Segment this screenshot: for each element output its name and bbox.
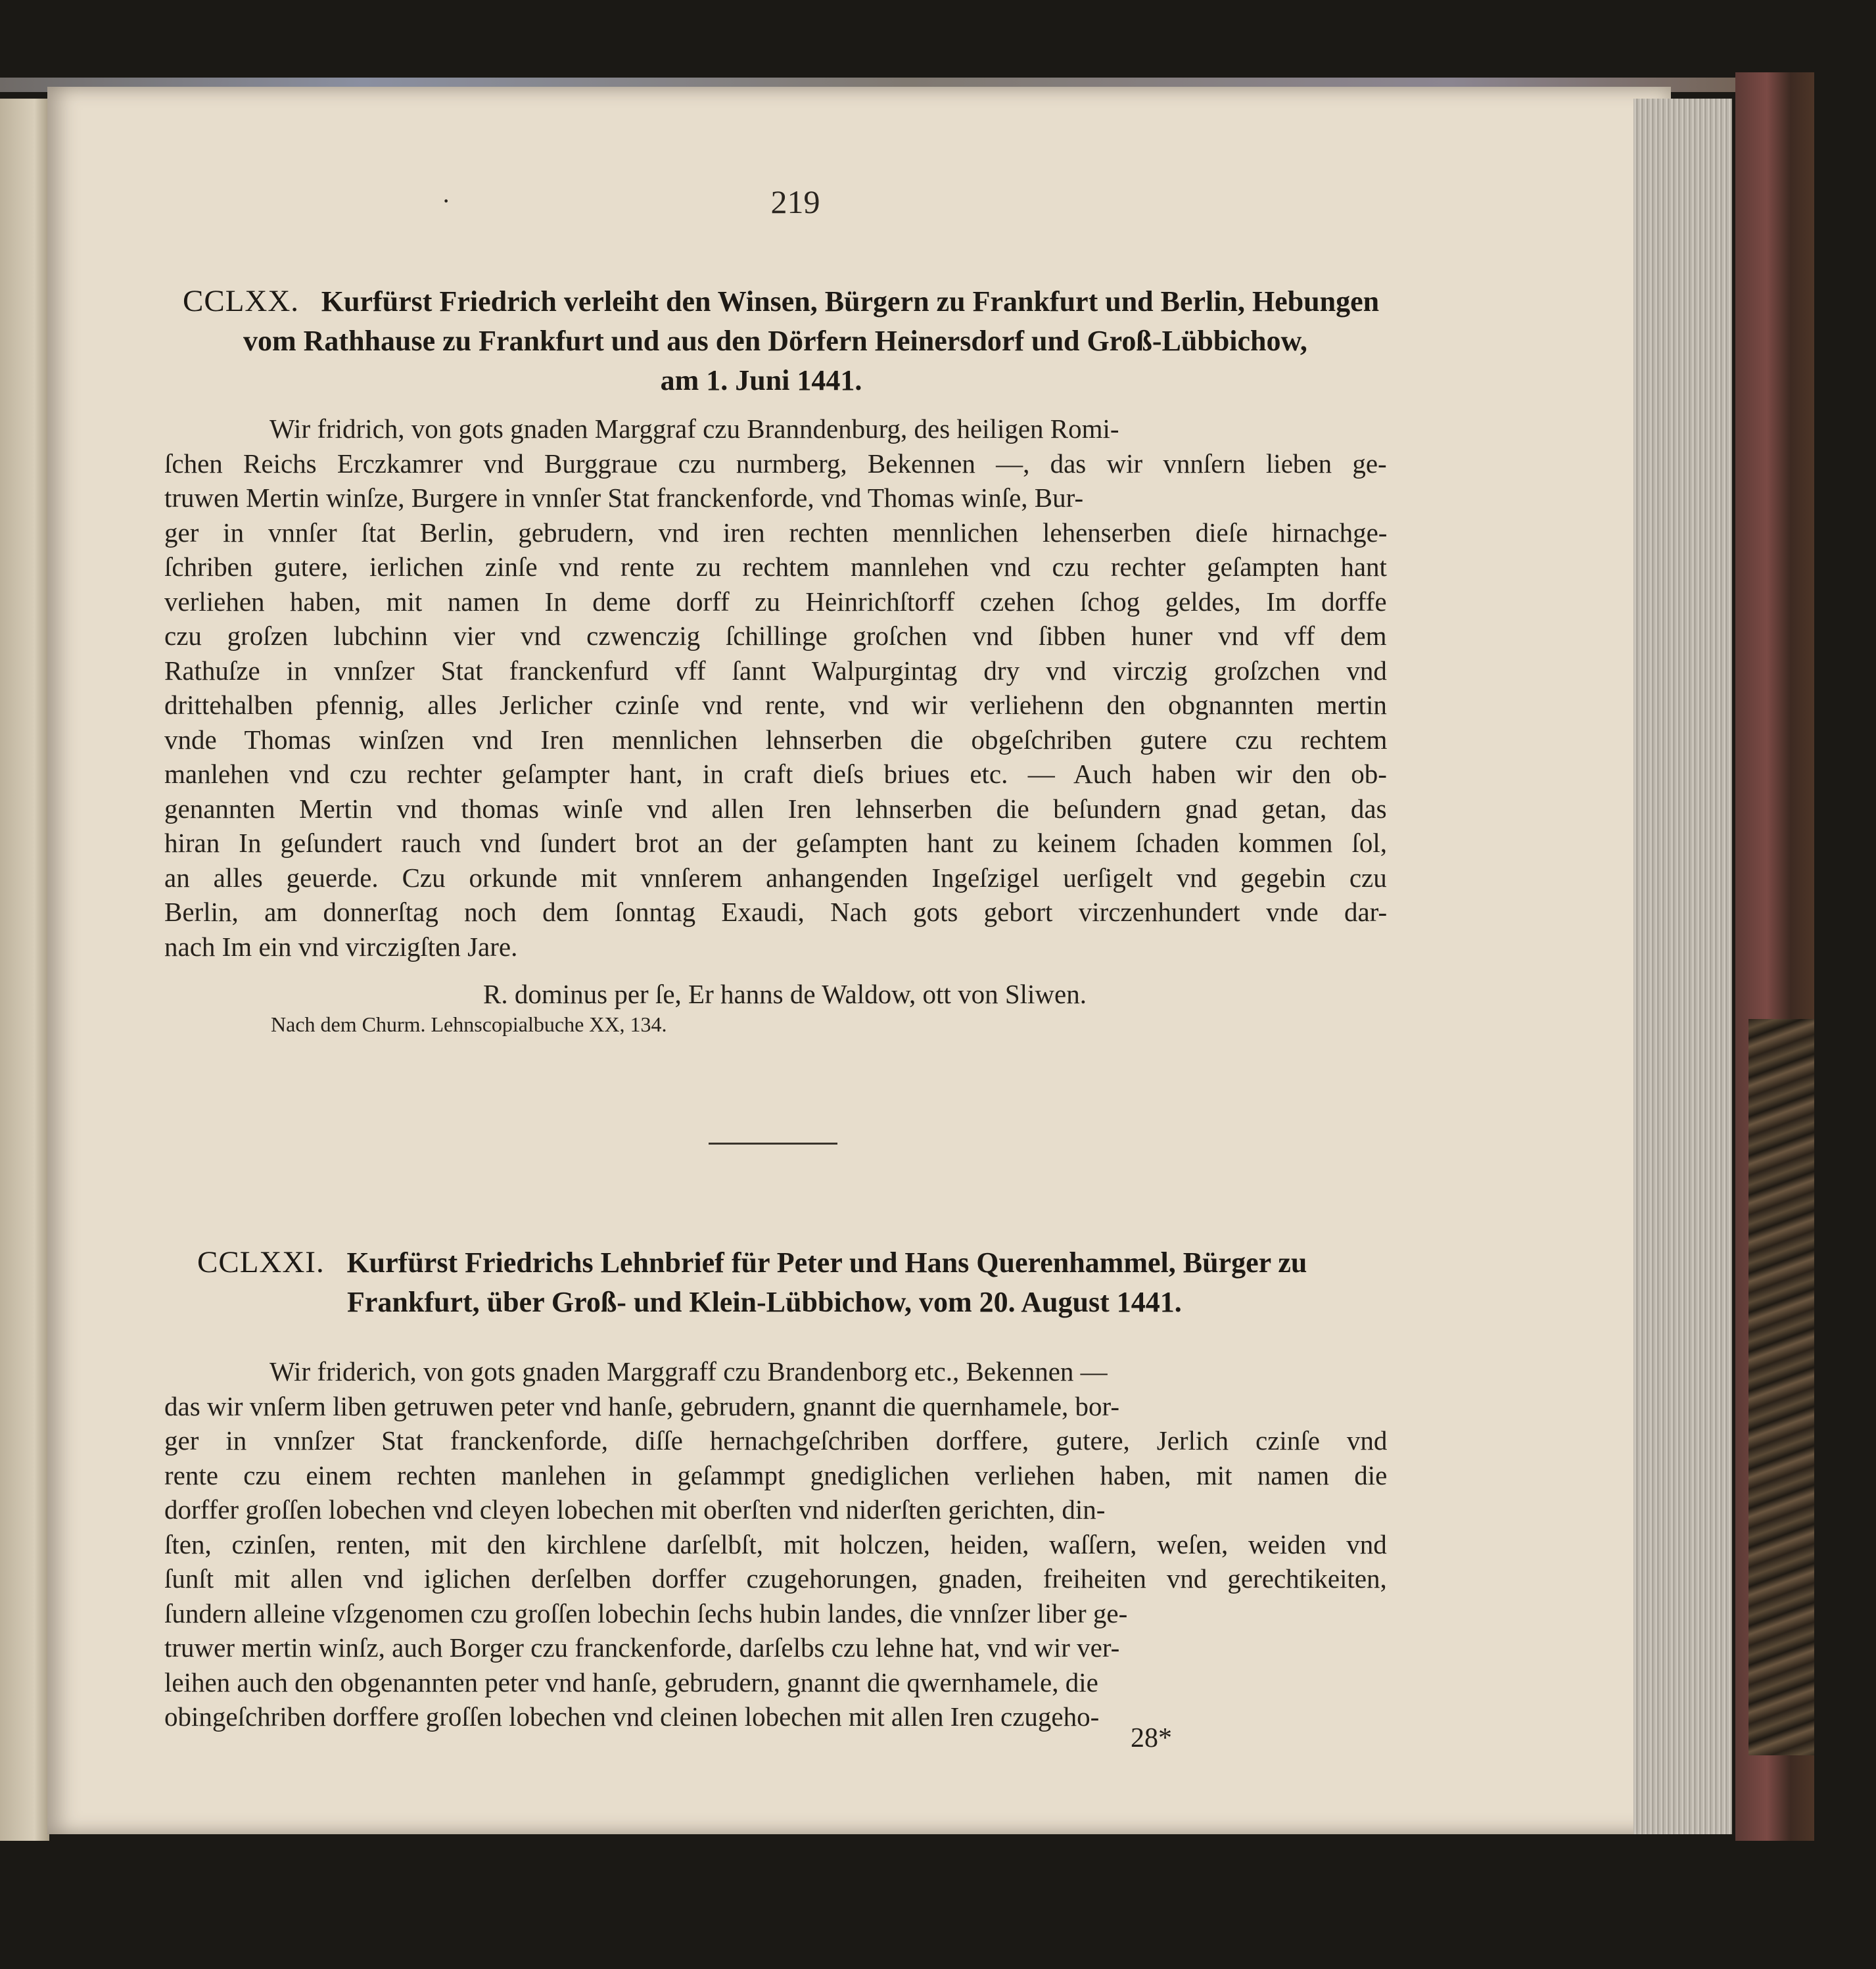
doc1-heading — [183, 281, 1392, 400]
text-line: nach Im ein vnd virczigſten Jare. — [164, 931, 518, 962]
doc2-number: CCLXXI. — [197, 1245, 325, 1279]
doc1-body — [164, 412, 1387, 964]
page-dot: · — [442, 186, 451, 216]
text-line: ger in vnnſer ſtat Berlin, gebrudern, vnd iren rechten mennlichen lehenserben dieſe hirnachge- — [164, 517, 1388, 548]
text-line: ger in vnnſzer Stat franckenforde, diſſe hernachgeſchriben dorffere, gutere, Jerlich czinſe vnd — [164, 1425, 1388, 1456]
marbled-cover — [1748, 1019, 1814, 1755]
text-line: ſchriben gutere, ierlichen zinſe vnd rente zu rechtem mannlehen vnd czu rechter geſampten hant — [164, 552, 1387, 582]
doc1-title-line1: Kurfürst Friedrich verleiht den Winsen, Bürgern zu Frankfurt und Berlin, Hebungen — [321, 285, 1380, 318]
page-number: 219 — [770, 183, 820, 220]
doc1-source: Nach dem Churm. Lehnscopialbuche XX, 134. — [271, 1012, 667, 1036]
text-line: drittehalben pfennig, alles Jerlicher czinſe vnd rente, vnd wir verliehenn den obgnannten mertin — [164, 690, 1387, 720]
doc1-title-line3: am 1. Juni 1441. — [660, 364, 862, 396]
section-divider — [709, 1143, 837, 1145]
text-line: ſunſt mit allen vnd iglichen derſelben dorffer czugehorungen, gnaden, freiheiten vnd gerechtikeiten, — [164, 1563, 1387, 1594]
doc1-signature: R. dominus per ſe, Er hanns de Waldow, ott von Sliwen. — [483, 979, 1087, 1009]
text-line: truwen Mertin winſze, Burgere in vnnſer Stat franckenforde, vnd Thomas winſe, Bur- — [164, 483, 1084, 513]
page-fore-edge — [1633, 99, 1732, 1834]
text-line: leihen auch den obgenannten peter vnd hanſe, gebrudern, gnannt die qwernhamele, die — [164, 1667, 1098, 1697]
doc2-heading — [197, 1243, 1380, 1322]
text-line: Berlin, am donnerſtag noch dem ſonntag Exaudi, Nach gots gebort virczenhundert vnde dar- — [164, 897, 1388, 927]
doc2-body — [164, 1354, 1387, 1734]
printer-signature-mark: 28* — [1131, 1723, 1172, 1753]
text-line: truwer mertin winſz, auch Borger czu franckenforde, darſelbs czu lehne hat, vnd wir ver- — [164, 1632, 1120, 1663]
text-line: vnde Thomas winſzen vnd Iren mennlichen lehnserben die obgeſchriben gutere czu rechtem — [164, 724, 1388, 755]
text-line: ſten, czinſen, renten, mit den kirchlene darſelbſt, mit holczen, heiden, waſſern, weſen, weiden vnd — [164, 1529, 1387, 1559]
text-line: genannten Mertin vnd thomas winſe vnd allen Iren lehnserben die beſundern gnad getan, das — [164, 793, 1387, 824]
text-line: ſchen Reichs Erczkamrer vnd Burggraue czu nurmberg, Bekennen —, das wir vnnſern lieben ge- — [164, 448, 1387, 479]
text-line: hiran In geſundert rauch vnd ſundert brot an der geſampten hant zu keinem ſchaden kommen ſol, — [164, 828, 1387, 858]
text-line: das wir vnſerm liben getruwen peter vnd hanſe, gebrudern, gnannt die quernhamele, bor- — [164, 1390, 1120, 1421]
text-line: czu groſzen lubchinn vier vnd czwenczig ſchillinge groſchen vnd ſibben huner vnd vff dem — [164, 621, 1387, 651]
text-line: ſundern alleine vſzgenomen czu groſſen lobechin ſechs hubin landes, die vnnſzer liber ge- — [164, 1598, 1128, 1628]
text-line: Rathuſze in vnnſzer Stat franckenfurd vff ſannt Walpurgintag dry vnd virczig groſzchen vnd — [164, 655, 1387, 686]
text-line: manlehen vnd czu rechter geſampter hant, in craft dieſs briues etc. — Auch haben wir den ob- — [164, 759, 1387, 789]
text-line: Wir fridrich, von gots gnaden Marggraf czu Branndenburg, des heiligen Romi- — [270, 414, 1119, 444]
text-line: rente czu einem rechten manlehen in geſammpt gnediglichen verliehen haben, mit namen die — [164, 1459, 1388, 1490]
doc1-number: CCLXX. — [183, 284, 300, 318]
doc2-title-line2: Frankfurt, über Groß- und Klein-Lübbichow, vom 20. August 1441. — [347, 1286, 1182, 1318]
text-line: dorffer groſſen lobechen vnd cleyen lobechen mit oberſten vnd niderſten gerichten, din- — [164, 1494, 1106, 1525]
text-line: verliehen haben, mit namen In deme dorff zu Heinrichſtorff czehen ſchog geldes, Im dorffe — [164, 586, 1387, 617]
text-line: an alles geuerde. Czu orkunde mit vnnſerem anhangenden Ingeſzigel uerſigelt vnd gegebin czu — [164, 862, 1387, 893]
text-line: Wir friderich, von gots gnaden Marggraff czu Brandenborg etc., Bekennen — — [270, 1356, 1108, 1387]
doc2-title-line1: Kurfürst Friedrichs Lehnbrief für Peter und Hans Querenhammel, Bürger zu — [346, 1246, 1307, 1279]
left-page-edge — [0, 99, 49, 1841]
doc1-title-line2: vom Rathhause zu Frankfurt und aus den Dörfern Heinersdorf und Groß-Lübbichow, — [243, 325, 1307, 357]
text-line: obingeſchriben dorffere groſſen lobechen vnd cleinen lobechen mit allen Iren czugeho- — [164, 1701, 1100, 1732]
